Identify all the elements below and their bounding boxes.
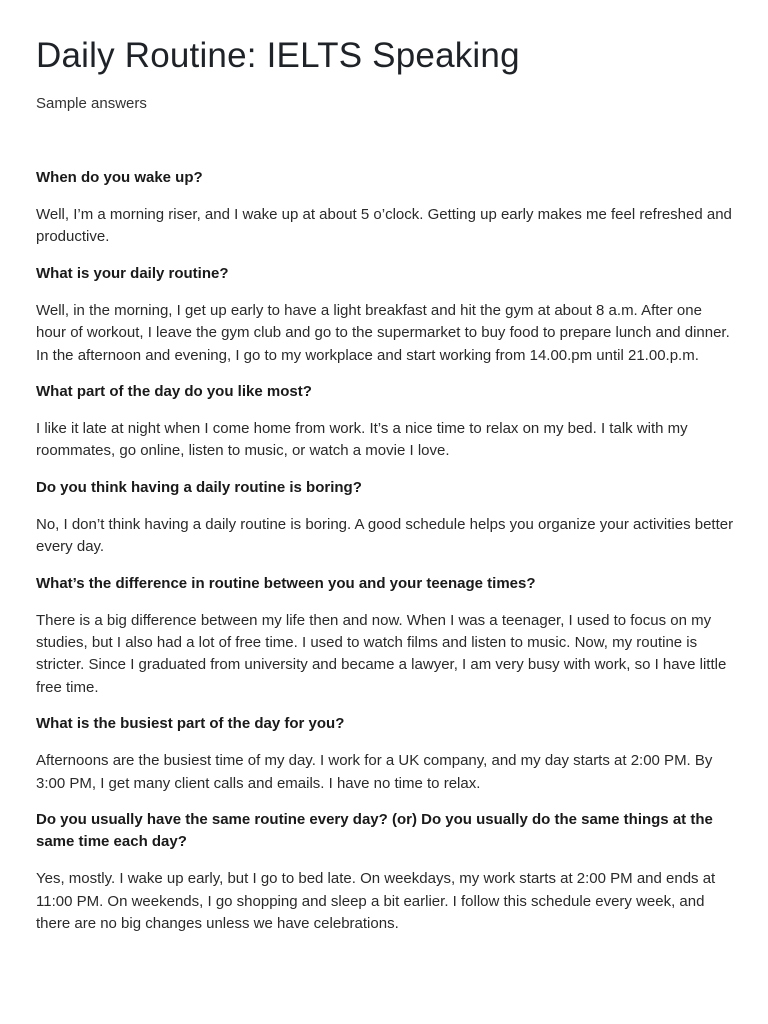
answer-text: There is a big difference between my life then and now. When I was a teenager, I used to focus on my studies, but I also had a lot of free time. I used to watch films and listen to music. Now, my routine is stricter. Since I graduated from university and became a lawyer, I am very busy with work, so I have little free time. [36, 611, 727, 696]
question-text: Do you usually have the same routine every day? (or) Do you usually do the same things at the same time each day? [36, 811, 713, 851]
question-text: What part of the day do you like most? [36, 383, 312, 401]
question-text: What is the busiest part of the day for you? [36, 715, 345, 733]
answer-text: Yes, mostly. I wake up early, but I go to bed late. On weekdays, my work starts at 2:00 PM and ends at 11:00 PM. On weekends, I go shopping and sleep a bit earlier. I follow this schedule every week, and there are no big changes unless we have celebrations. [36, 870, 716, 932]
qa-item [36, 573, 736, 700]
qa-list [36, 167, 736, 935]
qa-item [36, 809, 736, 935]
question-text: What is your daily routine? [36, 264, 229, 282]
answer-text: Well, in the morning, I get up early to have a light breakfast and hit the gym at about 8 a.m. After one hour of workout, I leave the gym club and go to the supermarket to buy food to prepare lunch and dinner. In the afternoon and evening, I go to my workplace and start working from 14.00.pm until 21.00.p.m. [36, 301, 730, 364]
qa-item [36, 713, 736, 795]
page-title: Daily Routine: IELTS Speaking [36, 36, 520, 75]
qa-item [36, 477, 736, 559]
qa-item [36, 167, 736, 249]
question-text: Do you think having a daily routine is boring? [36, 478, 362, 496]
answer-text: No, I don’t think having a daily routine is boring. A good schedule helps you organize your activities better every day. [36, 515, 734, 556]
qa-item [36, 381, 736, 463]
page-subtitle: Sample answers [36, 95, 147, 112]
answer-text: Well, I’m a morning riser, and I wake up at about 5 o’clock. Getting up early makes me feel refreshed and productive. [36, 206, 732, 246]
question-text: What’s the difference in routine between you and your teenage times? [36, 574, 536, 592]
question-text: When do you wake up? [36, 169, 203, 186]
qa-item [36, 263, 736, 367]
answer-text: I like it late at night when I come home from work. It’s a nice time to relax on my bed. I talk with my roommates, go online, listen to music, or watch a movie I love. [36, 420, 688, 460]
answer-text: Afternoons are the busiest time of my day. I work for a UK company, and my day starts at 2:00 PM. By 3:00 PM, I get many client calls and emails. I have no time to relax. [36, 752, 713, 792]
